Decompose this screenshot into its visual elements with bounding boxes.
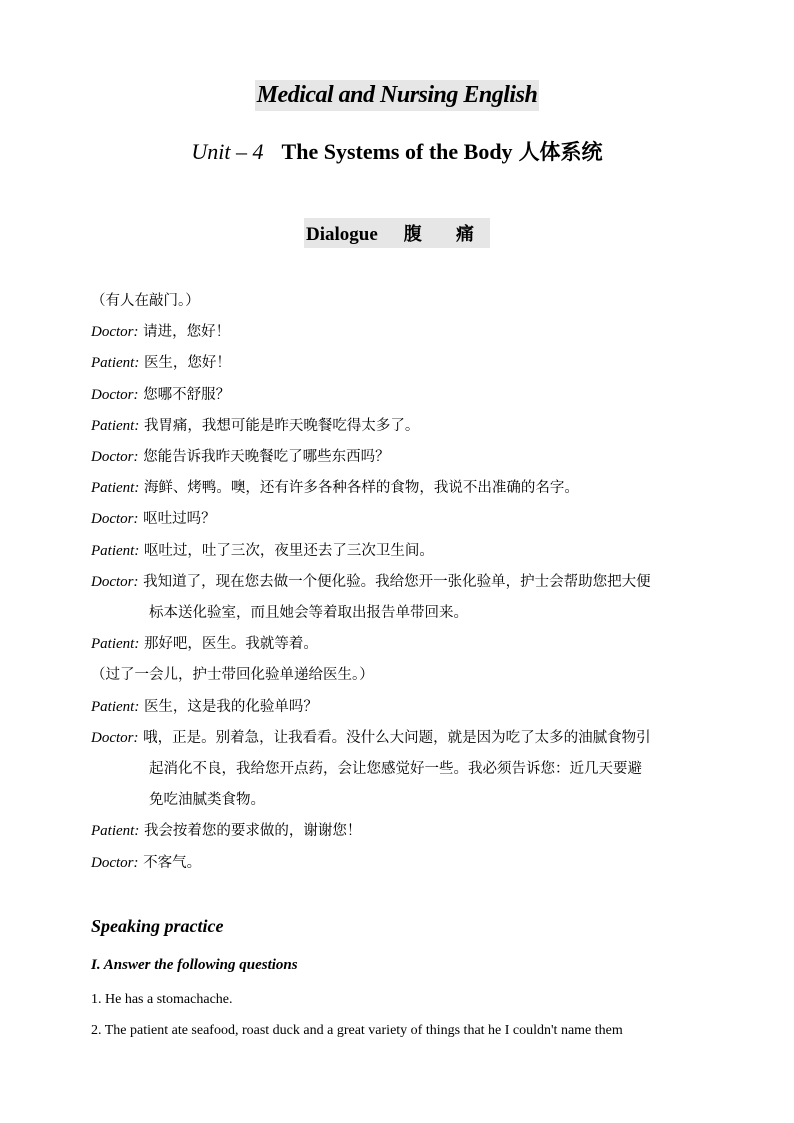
dialogue-body xyxy=(91,286,711,879)
speaker-label: Doctor: xyxy=(91,573,139,590)
unit-title-cn: 人体系统 xyxy=(518,140,603,164)
speaker-label: Patient: xyxy=(91,542,140,559)
dialogue-text: 标本送化验室，而且她会等着取出报告单带回来。 xyxy=(149,605,468,622)
dialogue-line xyxy=(91,723,711,754)
dialogue-heading xyxy=(0,218,794,248)
dialogue-line xyxy=(91,504,711,535)
dialogue-text: 您能告诉我昨天晚餐吃了哪些东西吗？ xyxy=(143,449,390,466)
dialogue-text: 哦，正是。别着急，让我看看。没什么大问题，就是因为吃了太多的油腻食物引 xyxy=(143,729,651,746)
dialogue-text: 您哪不舒服？ xyxy=(143,386,231,403)
speaker-label: Patient: xyxy=(91,823,140,840)
dialogue-heading-box xyxy=(304,218,490,248)
dialogue-line xyxy=(91,536,711,567)
dialogue-line xyxy=(91,816,711,847)
speaker-label: Patient: xyxy=(91,698,140,715)
dialogue-text: 医生，您好！ xyxy=(143,355,231,372)
dialogue-text: 医生，这是我的化验单吗？ xyxy=(143,698,318,715)
speaker-label: Patient: xyxy=(91,417,140,434)
unit-label: Unit – 4 xyxy=(191,139,264,164)
dialogue-line xyxy=(91,567,711,598)
speaker-label: Doctor: xyxy=(91,449,139,466)
answer-item: 1. He has a stomachache. xyxy=(91,992,233,1007)
dialogue-text: 我胃痛，我想可能是昨天晚餐吃得太多了。 xyxy=(143,417,420,434)
dialogue-heading-text: Dialogue xyxy=(305,224,378,245)
speaker-label: Patient: xyxy=(91,636,140,653)
dialogue-line xyxy=(91,380,711,411)
dialogue-text: 免吃油腻类食物。 xyxy=(149,792,265,809)
dialogue-continuation xyxy=(91,598,711,629)
unit-title: The Systems of the Body xyxy=(281,139,513,164)
dialogue-line xyxy=(91,442,711,473)
dialogue-line xyxy=(91,473,711,504)
course-title-text: Medical and Nursing English xyxy=(255,80,540,111)
dialogue-text: 呕吐过吗？ xyxy=(143,511,216,528)
dialogue-continuation xyxy=(91,754,711,785)
dialogue-text: 请进，您好！ xyxy=(143,324,231,341)
dialogue-heading-cn: 腹 痛 xyxy=(403,224,489,245)
dialogue-text: 海鲜、烤鸭。噢，还有许多各种各样的食物，我说不出准确的名字。 xyxy=(143,480,579,497)
speaker-label: Patient: xyxy=(91,480,140,497)
dialogue-line xyxy=(91,629,711,660)
answer-item: 2. The patient ate seafood, roast duck and a great variety of things that he I couldn't name them xyxy=(91,1023,623,1038)
dialogue-line xyxy=(91,317,711,348)
dialogue-text: 起消化不良，我给您开点药，会让您感觉好一些。我必须告诉您：近几天要避 xyxy=(149,761,642,778)
dialogue-line xyxy=(91,660,711,691)
dialogue-text: 呕吐过，吐了三次，夜里还去了三次卫生间。 xyxy=(143,542,434,559)
dialogue-text: 不客气。 xyxy=(143,854,202,871)
speaker-label: Doctor: xyxy=(91,729,139,746)
dialogue-line xyxy=(91,411,711,442)
stage-direction: （有人在敲门。） xyxy=(91,293,200,309)
speaker-label: Doctor: xyxy=(91,386,139,403)
dialogue-text: 我会按着您的要求做的，谢谢您！ xyxy=(143,823,362,840)
dialogue-text: 我知道了，现在您去做一个便化验。我给您开一张化验单，护士会帮助您把大便 xyxy=(143,573,651,590)
dialogue-line xyxy=(91,692,711,723)
speaker-label: Doctor: xyxy=(91,511,139,528)
dialogue-line xyxy=(91,286,711,317)
unit-heading xyxy=(0,136,794,166)
dialogue-line xyxy=(91,348,711,379)
speaker-label: Doctor: xyxy=(91,324,139,341)
dialogue-line xyxy=(91,848,711,879)
answer-list xyxy=(91,984,711,1046)
speaking-practice-heading: Speaking practice xyxy=(91,916,224,936)
course-title xyxy=(0,80,794,111)
dialogue-text: 那好吧，医生。我就等着。 xyxy=(143,636,318,653)
section-heading: I. Answer the following questions xyxy=(91,957,298,973)
stage-direction: （过了一会儿，护士带回化验单递给医生。） xyxy=(91,667,374,684)
dialogue-continuation xyxy=(91,785,711,816)
speaker-label: Patient: xyxy=(91,355,140,372)
speaker-label: Doctor: xyxy=(91,854,139,871)
